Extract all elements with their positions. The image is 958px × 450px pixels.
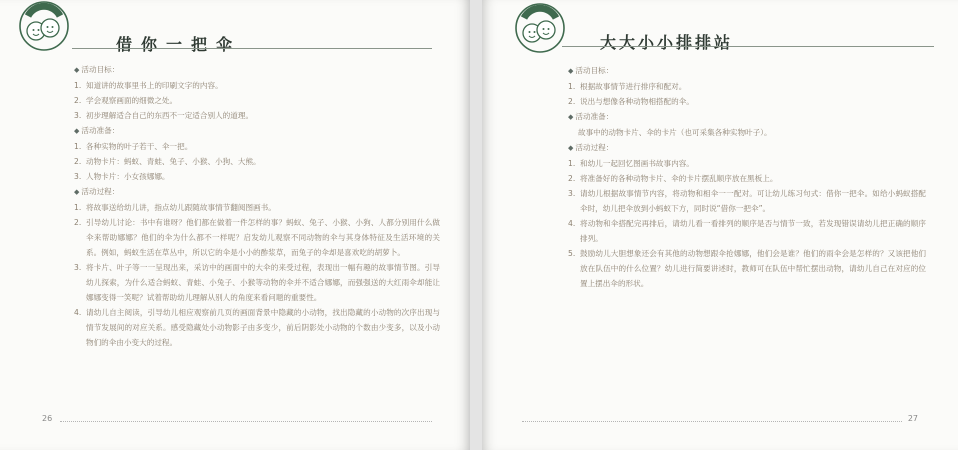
section-heading-text: 活动过程： xyxy=(81,187,120,196)
list-item xyxy=(74,215,440,260)
section-heading-text: 活动过程： xyxy=(575,143,614,152)
diamond-bullet-icon: ◆ xyxy=(568,67,574,75)
list-item xyxy=(74,305,440,350)
list-item-text: 知道讲的故事里书上的印刷文字的内容。 xyxy=(86,81,223,90)
diamond-bullet-icon: ◆ xyxy=(568,144,574,152)
list-item-number: 2. xyxy=(74,157,82,166)
diamond-bullet-icon: ◆ xyxy=(74,127,80,135)
list-item xyxy=(74,200,440,215)
list-item xyxy=(74,260,440,305)
kids-logo-icon xyxy=(18,0,70,52)
right-page xyxy=(482,0,958,450)
list-item-text: 鼓励幼儿大胆想象还会有其他的动物想跟伞抢娜娜，他们会是谁？他们的雨伞会是怎样的？又该把他们放在队伍中的什么位置？幼儿进行简要讲述时，教师可在队伍中帮忙摆出动物，请幼儿自己在对应的位置上摆出伞的形状。 xyxy=(580,249,926,288)
list-item xyxy=(568,79,926,94)
diamond-bullet-icon: ◆ xyxy=(568,113,574,121)
list-item-number: 4. xyxy=(74,308,82,317)
section-heading-text: 活动准备： xyxy=(81,126,120,135)
left-page xyxy=(0,0,470,450)
list-item-number: 1. xyxy=(568,159,576,168)
list-item xyxy=(74,154,440,169)
page-title: 大大小小排排站 xyxy=(600,33,734,52)
list-item-text: 将故事送给幼儿讲，指点幼儿跟随故事情节翻阅图画书。 xyxy=(86,203,276,212)
list-item xyxy=(74,108,440,123)
page-number: 27 xyxy=(907,414,918,423)
lesson-body xyxy=(74,62,440,350)
list-item xyxy=(74,139,440,154)
list-item-text: 和幼儿一起回忆图画书故事内容。 xyxy=(580,159,694,168)
list-item-text: 将准备好的各种动物卡片、伞的卡片摆乱顺序放在黑板上。 xyxy=(580,174,778,183)
section-heading xyxy=(74,123,440,139)
list-item-number: 3. xyxy=(74,263,82,272)
list-item xyxy=(74,169,440,184)
section-heading xyxy=(568,140,926,156)
list-item-number: 4. xyxy=(568,219,576,228)
list-item xyxy=(568,216,926,246)
section-heading-text: 活动目标： xyxy=(81,65,120,74)
section-heading xyxy=(74,184,440,200)
list-item-number: 1. xyxy=(74,142,82,151)
section-heading-text: 活动准备： xyxy=(575,112,614,121)
section-heading-text: 活动目标： xyxy=(575,66,614,75)
list-item xyxy=(568,94,926,109)
list-item-number: 2. xyxy=(568,97,576,106)
page-number: 26 xyxy=(42,414,53,423)
list-item-number: 2. xyxy=(74,96,82,105)
section-heading xyxy=(568,63,926,79)
list-item-number: 3. xyxy=(74,111,82,120)
list-item-number: 2. xyxy=(74,218,82,227)
list-item xyxy=(74,78,440,93)
list-item-text: 初步理解适合自己的东西不一定适合别人的道理。 xyxy=(86,111,254,120)
list-item-text: 各种实物的叶子若干、伞一把。 xyxy=(86,142,193,151)
footer-rule xyxy=(60,421,432,422)
list-item xyxy=(568,156,926,171)
list-item-text: 将卡片、叶子等一一呈现出来，采访中的画面中的大伞的来受过程，表现出一幅有趣的故事情节图。引导幼儿探索，为什么适合蚂蚁、青蛙、小兔子、小猴等动物的伞并不适合娜娜，而强强送的大红雨伞却能让娜娜变得一笑呢？试着帮助幼儿理解从别人的角度来看问题的重要性。 xyxy=(86,263,440,302)
diamond-bullet-icon: ◆ xyxy=(74,188,80,196)
list-item-number: 3. xyxy=(74,172,82,181)
section-heading xyxy=(568,109,926,125)
body-paragraph: 故事中的动物卡片、伞的卡片（也可采集各种实物叶子）。 xyxy=(578,128,772,137)
list-item-number: 1. xyxy=(568,82,576,91)
list-item-number: 1. xyxy=(74,81,82,90)
lesson-body xyxy=(568,63,926,291)
section-heading xyxy=(74,62,440,78)
title-underline xyxy=(562,46,934,47)
list-item xyxy=(568,171,926,186)
list-item-text: 根据故事情节进行排序和配对。 xyxy=(580,82,687,91)
diamond-bullet-icon: ◆ xyxy=(74,66,80,74)
list-item-text: 人物卡片：小女孩娜娜。 xyxy=(86,172,170,181)
title-underline xyxy=(72,48,432,49)
list-item-text: 请幼儿自主阅读，引导幼儿相应观察前几页的画面背景中隐藏的小动物，找出隐藏的小动物的次序出现与情节发展间的对应关系。感受隐藏处小动物影子由多变少，前后阴影处小动物的个数由少变多，以及小动物们的伞由小变大的过程。 xyxy=(86,308,440,347)
list-item-text: 说出与想像各种动物相搭配的伞。 xyxy=(580,97,694,106)
list-item-text: 学会观察画面的细微之处。 xyxy=(86,96,178,105)
page-title: 借你一把伞 xyxy=(116,35,242,54)
list-item-text: 将动物和伞搭配完再排后，请幼儿看一看排列的顺序是否与情节一致，若发现错误请幼儿把正确的顺序排列。 xyxy=(580,219,926,243)
list-item xyxy=(568,186,926,216)
kids-logo-icon xyxy=(514,2,566,54)
list-item-number: 3. xyxy=(568,189,576,198)
list-item xyxy=(568,246,926,291)
list-item-number: 5. xyxy=(568,249,576,258)
list-item-number: 2. xyxy=(568,174,576,183)
footer-rule xyxy=(522,421,902,422)
list-item-text: 动物卡片：蚂蚁、青蛙、兔子、小猴、小狗、大熊。 xyxy=(86,157,261,166)
list-item xyxy=(74,93,440,108)
list-item-number: 1. xyxy=(74,203,82,212)
list-item-text: 引导幼儿讨论：书中有谁呀？他们都在做着一件怎样的事？蚂蚁、兔子、小猴、小狗、人都分别用什么做伞来帮助娜娜？他们的伞为什么都不一样呢？启发幼儿观察不同动物的伞与其身体特征及生活环境的关系。例如，蚂蚁生活在草丛中，所以它的伞是小小的酢浆草，而兔子的伞却是喜欢吃的胡萝卜。 xyxy=(86,218,440,257)
list-item-text: 请幼儿根据故事情节内容，将动物和相伞一一配对。可让幼儿练习句式：借你一把伞。如给小蚂蚁搭配伞时，幼儿把伞放到小蚂蚁下方，同时说“借你一把伞”。 xyxy=(580,189,926,213)
